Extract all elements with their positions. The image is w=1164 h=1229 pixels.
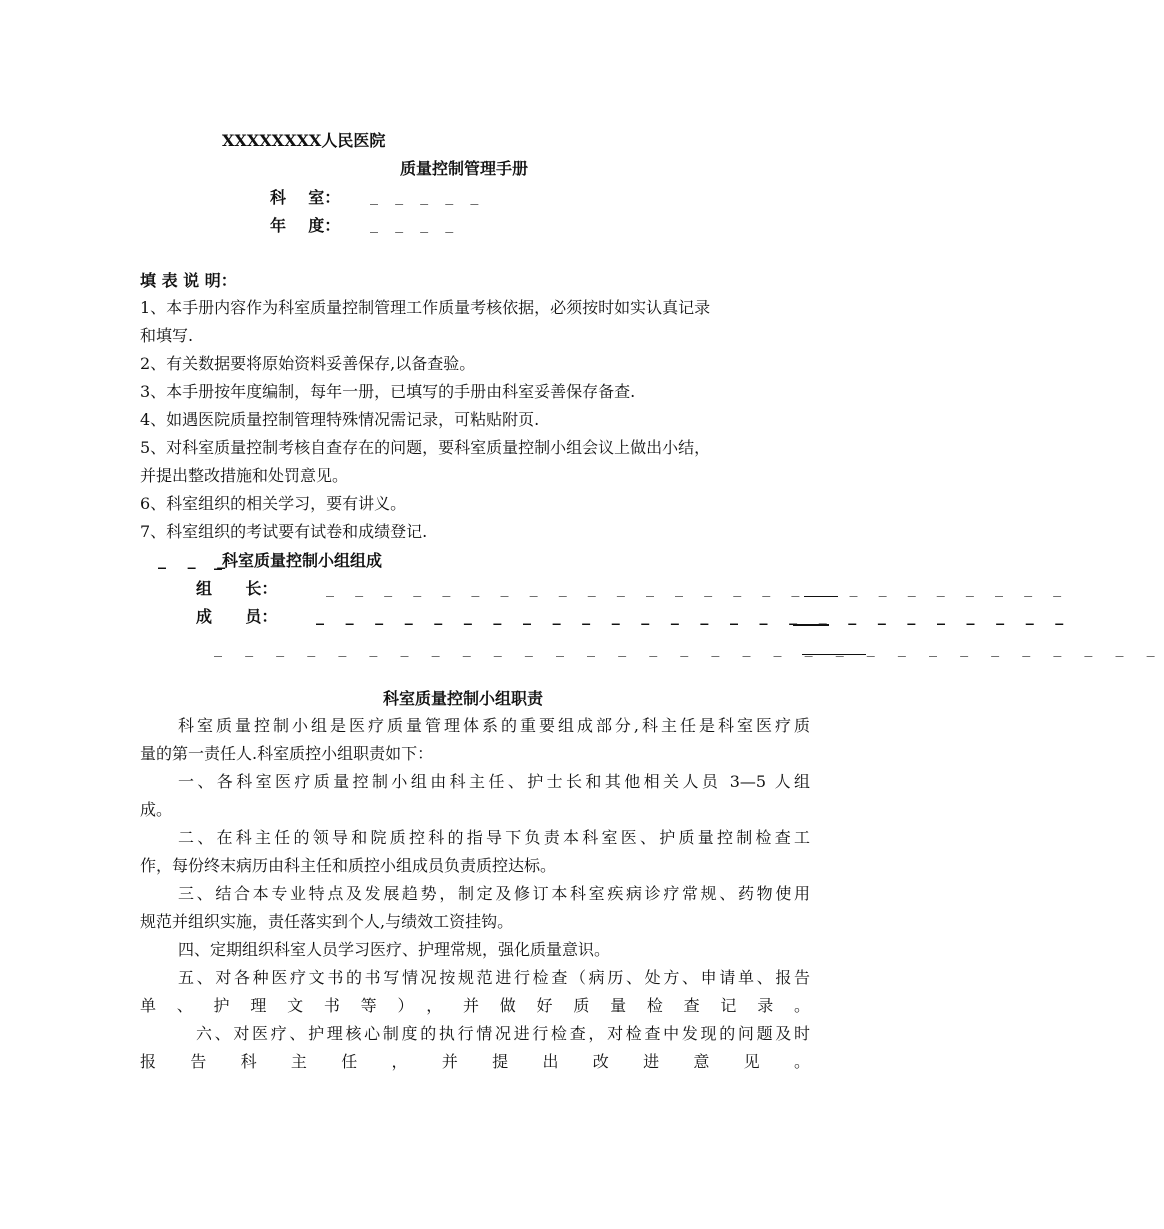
instruction-line: 7、科室组织的考试要有试卷和成绩登记. [140, 522, 428, 541]
duty-line: 四、定期组织科室人员学习医疗、护理常规，强化质量意识。 [178, 940, 611, 959]
extra-member-blank[interactable]: _ _ _ _ _ _ _ _ _ _ _ _ _ _ _ _ _ _ _ _ _ _ _ _ _ _ _ _ _ _ _ [214, 638, 1164, 657]
duty-line: 六、对医疗、护理核心制度的执行情况进行检查，对检查中发现的问题及时 [196, 1024, 810, 1043]
instruction-line: 6、科室组织的相关学习，要有讲义。 [140, 494, 407, 513]
member-underline [793, 624, 829, 626]
duty-line: 量的第一责任人.科室质控小组职责如下： [140, 744, 434, 763]
duty-line: 报告科主任，并提出改进意见。 [140, 1052, 810, 1071]
instruction-line: 5、对科室质量控制考核自查存在的问题，要科室质量控制小组会议上做出小结， [140, 438, 711, 457]
duties-heading: 科室质量控制小组职责 [383, 689, 544, 708]
year-blank[interactable]: _ _ _ _ [370, 214, 460, 233]
extra-underline [802, 654, 866, 655]
member-blank[interactable]: _ _ _ _ _ _ _ _ _ _ _ _ _ _ _ _ _ _ _ _ _ _ _ _ _ _ [316, 606, 1072, 625]
duty-line: 作，每份终末病历由科主任和质控小组成员负责质控达标。 [140, 856, 557, 875]
dept-label: 科 室： [270, 188, 341, 207]
leader-blank[interactable]: _ _ _ _ _ _ _ _ _ _ _ _ _ _ _ _ _ _ _ _ _ _ _ _ _ _ [326, 578, 1070, 597]
instruction-line: 1、本手册内容作为科室质量控制管理工作质量考核依据，必须按时如实认真记录 [140, 298, 711, 317]
dept-blank[interactable]: _ _ _ _ _ [370, 186, 485, 205]
instruction-line: 并提出整改措施和处罚意见。 [140, 466, 349, 485]
duty-line: 三、结合本专业特点及发展趋势，制定及修订本科室疾病诊疗常规、药物使用 [178, 884, 810, 903]
instruction-line: 3、本手册按年度编制，每年一册，已填写的手册由科室妥善保存备查. [140, 382, 636, 401]
manual-title: 质量控制管理手册 [400, 159, 529, 178]
leader-underline [804, 596, 838, 597]
duty-line: 二、在科主任的领导和院质控科的指导下负责本科室医、护质量控制检查工 [178, 828, 810, 847]
duty-line: 科室质量控制小组是医疗质量管理体系的重要组成部分,科主任是科室医疗质 [178, 716, 810, 735]
hospital-name: XXXXXXXX人民医院 [222, 131, 386, 150]
group-heading: _科室质量控制小组组成 [214, 551, 383, 570]
instruction-line: 2、有关数据要将原始资料妥善保存,以备查验。 [140, 354, 476, 373]
instruction-line: 和填写. [140, 326, 194, 345]
year-label: 年 度： [270, 216, 341, 235]
member-label: 成 员： [196, 607, 278, 626]
duty-line: 一、各科室医疗质量控制小组由科主任、护士长和其他相关人员 3—5 人组 [178, 772, 810, 791]
duty-line: 成。 [140, 800, 173, 819]
group-heading-blank[interactable]: _ _ _ [158, 550, 234, 569]
duty-line: 单、护理文书等），并做好质量检查记录。 [140, 996, 810, 1015]
leader-label: 组 长： [196, 579, 278, 598]
duty-line: 五、对各种医疗文书的书写情况按规范进行检查（病历、处方、申请单、报告 [178, 968, 810, 987]
instruction-line: 4、如遇医院质量控制管理特殊情况需记录，可粘贴附页. [140, 410, 540, 429]
duty-line: 规范并组织实施，责任落实到个人,与绩效工资挂钩。 [140, 912, 514, 931]
instructions-heading: 填 表 说 明： [140, 271, 237, 290]
